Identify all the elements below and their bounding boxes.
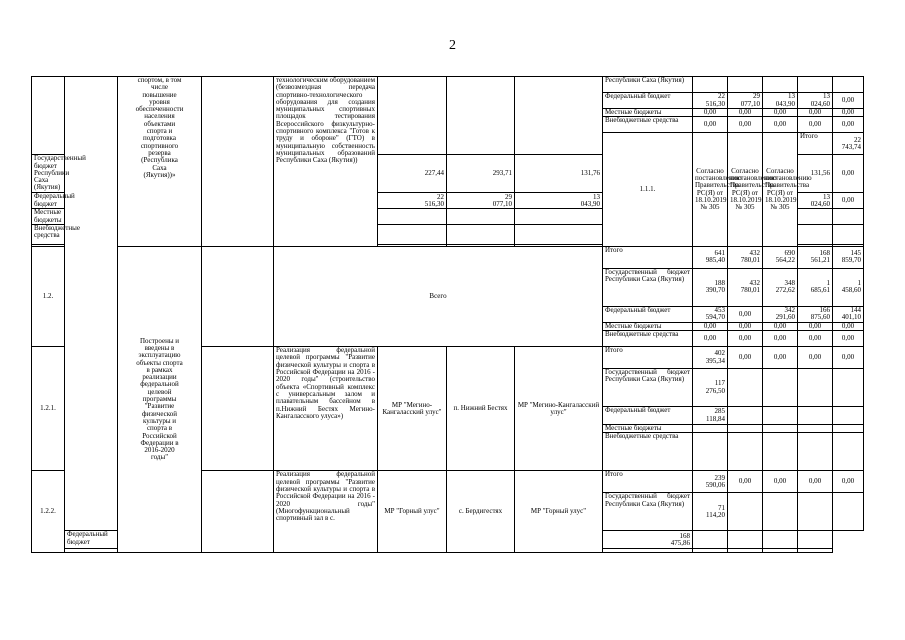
cell-1-1-1-c6: Согласно постановлению Правительства РС(Я) от 18.10.2019 № 305 (728, 133, 763, 247)
val-12-mest-2: 0,00 (728, 322, 763, 330)
fin-label-gos: Государственный бюджет Республики Саха (Якутия) (32, 155, 65, 193)
page-number: 2 (449, 38, 456, 53)
val-122-itogo-4: 0,00 (798, 471, 833, 493)
val-top-fed-4: 13 024,60 (798, 93, 833, 109)
val-121-itogo-2: 0,00 (728, 347, 763, 369)
cell-1-2-2-c5: МР "Горный улус" (378, 471, 447, 553)
val-121-itogo-4: 0,00 (798, 347, 833, 369)
fin-label-gos-cont: Республики Саха (Якутия) (603, 77, 693, 93)
val-122-itogo-1: 239 590,06 (693, 471, 728, 493)
fin-label-vne: Внебюджетные средства (603, 433, 693, 471)
fin-label-mest: Местные бюджеты (32, 209, 65, 225)
val-12-mest-4: 0,00 (798, 322, 833, 330)
val-111-vne-3 (515, 224, 603, 244)
val-12-gos-5: 1 458,60 (833, 268, 864, 306)
val-12-mest-1: 0,00 (693, 322, 728, 330)
cell-col4-blank (202, 77, 274, 247)
cell-id-top (32, 77, 65, 155)
cell-blank-5 (378, 77, 447, 155)
val-top-fed-1: 22 516,30 (693, 93, 728, 109)
row-id-1-2-1: 1.2.1. (32, 347, 65, 471)
val-12-itogo-2: 432 780,01 (728, 246, 763, 268)
fin-label-fed: Федеральный бюджет (32, 193, 65, 209)
val-12-itogo-5: 145 859,70 (833, 246, 864, 268)
val-111-itogo-1: 22 743,74 (833, 133, 864, 155)
val-12-mest-5: 0,00 (833, 322, 864, 330)
val-12-fed-3: 342 291,60 (763, 306, 798, 322)
val-top-gos-5 (833, 77, 864, 93)
val-111-mest-4 (798, 209, 833, 225)
val-top-mest-1: 0,00 (693, 109, 728, 117)
val-top-gos-1 (693, 77, 728, 93)
val-111-gos-3: 131,76 (515, 155, 603, 193)
val-12-mest-3: 0,00 (763, 322, 798, 330)
fin-label-itogo: Итого (603, 246, 693, 268)
val-top-gos-4 (798, 77, 833, 93)
row-id-1-1-1: 1.1.1. (603, 133, 693, 247)
val-12-fed-2: 0,00 (728, 306, 763, 322)
val-111-gos-2: 293,71 (447, 155, 515, 193)
fin-label-vne: Внебюджетные средства (32, 224, 65, 244)
val-12-vne-5: 0,00 (833, 331, 864, 347)
cell-1-2-1-c6: п. Нижний Бестях (447, 347, 515, 471)
val-111-gos-1: 227,44 (378, 155, 447, 193)
val-111-mest-2 (447, 209, 515, 225)
fin-label-gos: Государственный бюджет Республики Саха (Якутия) (603, 369, 693, 407)
val-111-vne-1 (378, 224, 447, 244)
fin-label-fed: Федеральный бюджет (603, 93, 693, 109)
cell-goal-text: спортом, в том числе повышение уровня обеспеченности населения объектами спорта и подготовка спортивного резерва (Республика Саха (Якутия))» (118, 77, 202, 247)
cell-1-2-c4 (202, 246, 274, 346)
val-12-itogo-4: 168 561,21 (798, 246, 833, 268)
cell-1-1-1-c7: Согласно постановлению Правительства РС(Я) от 18.10.2019 № 305 (763, 133, 798, 247)
cell-activity-1-1-1: технологическим оборудованием (безвозмездная передача спортивно-технологического оборудования для создания муниципальных спортивных площадок тестирования Всероссийского физкультурно-спортивного комплекса "Готов к труду и обороне" (ГТО) в муниципальную собственность муниципальных образований Республики Саха (Якутия)) (274, 77, 378, 247)
val-12-vne-3: 0,00 (763, 331, 798, 347)
val-111-vne-4 (798, 224, 833, 244)
fin-label-mest: Местные бюджеты (603, 109, 693, 117)
budget-table (31, 76, 864, 553)
val-121-itogo-5: 0,00 (833, 347, 864, 369)
cell-1-2-2-c6: с. Бердигестях (447, 471, 515, 553)
val-12-fed-1: 453 594,70 (693, 306, 728, 322)
fin-label-itogo: Итого (603, 471, 693, 493)
val-top-fed-3: 13 043,90 (763, 93, 798, 109)
val-111-fed-3: 13 043,90 (515, 193, 603, 209)
fin-label-mest: Местные бюджеты (603, 425, 693, 433)
val-111-gos-4: 131,56 (798, 155, 833, 193)
val-12-itogo-1: 641 985,40 (693, 246, 728, 268)
val-111-fed-1: 22 516,30 (378, 193, 447, 209)
val-12-gos-2: 432 780,01 (728, 268, 763, 306)
fin-label-vne: Внебюджетные средства (603, 117, 693, 133)
fin-label-mest: Местные бюджеты (603, 322, 693, 330)
val-122-gos-1: 71 114,20 (693, 493, 728, 531)
val-top-vne-5: 0,00 (833, 117, 864, 133)
cell-blank-6 (447, 77, 515, 155)
val-12-gos-1: 188 390,70 (693, 268, 728, 306)
cell-1-2-2-c7: МР "Горный улус" (515, 471, 603, 553)
val-top-gos-3 (763, 77, 798, 93)
val-122-itogo-5: 0,00 (833, 471, 864, 493)
fin-label-fed: Федеральный бюджет (65, 531, 118, 549)
val-121-fed-1: 285 118,84 (693, 407, 728, 425)
val-12-gos-3: 348 272,62 (763, 268, 798, 306)
val-top-vne-4: 0,00 (798, 117, 833, 133)
val-top-gos-2 (728, 77, 763, 93)
val-122-fed-1: 168 475,86 (603, 531, 693, 549)
val-top-mest-4: 0,00 (798, 109, 833, 117)
cell-1-2-1-c4 (202, 347, 274, 471)
cell-1-2-1-c5: МР "Мегино-Кангаласский улус" (378, 347, 447, 471)
val-121-gos-1: 117 276,50 (693, 369, 728, 407)
cell-1-2-2-c4 (202, 471, 274, 553)
val-111-fed-5: 0,00 (833, 193, 864, 209)
fin-label-vne: Внебюджетные средства (603, 331, 693, 347)
val-122-itogo-2: 0,00 (728, 471, 763, 493)
val-12-vne-4: 0,00 (798, 331, 833, 347)
fin-label-fed: Федеральный бюджет (603, 306, 693, 322)
val-122-itogo-3: 0,00 (763, 471, 798, 493)
val-12-gos-4: 1 685,61 (798, 268, 833, 306)
val-top-fed-2: 29 077,10 (728, 93, 763, 109)
cell-activity-1-2-2: Реализация федеральной целевой программы "Развитие физической культуры и спорта в Российской Федерации на 2016 - 2020 годы" (Многофункциональный спортивный зал в с. (274, 471, 378, 553)
val-111-fed-4: 13 024,60 (798, 193, 833, 209)
row-id-1-2-2: 1.2.2. (32, 471, 65, 553)
cell-blank-7 (515, 77, 603, 155)
val-top-vne-2: 0,00 (728, 117, 763, 133)
val-12-itogo-3: 690 564,22 (763, 246, 798, 268)
cell-1-2-total: Всего (274, 246, 603, 346)
val-12-fed-4: 166 875,60 (798, 306, 833, 322)
val-111-gos-5: 0,00 (833, 155, 864, 193)
val-12-vne-2: 0,00 (728, 331, 763, 347)
cell-1-2-1-c7: МР "Мегино-Кангаласский улус" (515, 347, 603, 471)
fin-label-gos: Государственный бюджет Республики Саха (Якутия) (603, 493, 693, 531)
val-top-mest-5: 0,00 (833, 109, 864, 117)
val-top-mest-2: 0,00 (728, 109, 763, 117)
val-111-vne-2 (447, 224, 515, 244)
cell-result-text: Построены и введены в эксплуатацию объекты спорта в рамках реализации федеральной целевой программы "Развитие физической культуры и спорта в Российской Федерации в 2016-2020 годы" (118, 246, 202, 553)
fin-label-gos: Государственный бюджет Республики Саха (Якутия) (603, 268, 693, 306)
val-12-fed-5: 144 401,10 (833, 306, 864, 322)
val-111-mest-1 (378, 209, 447, 225)
row-id-1-2: 1.2. (32, 246, 65, 346)
val-top-vne-3: 0,00 (763, 117, 798, 133)
cell-activity-1-2-1: Реализация федеральной целевой программы "Развитие физической культуры и спорта в Российской Федерации на 2016 - 2020 годы" (строительство объекта «Спортивный комплекс с универсальным залом и плавательным бассейном в п.Нижний Бестях Мегино-Кангаласского улуса») (274, 347, 378, 471)
val-111-vne-5 (833, 224, 864, 244)
val-12-vne-1: 0,00 (693, 331, 728, 347)
val-top-fed-5: 0,00 (833, 93, 864, 109)
fin-label-fed: Федеральный бюджет (603, 407, 693, 425)
cell-1-1-1-c5: Согласно постановлению Правительства РС(Я) от 18.10.2019 № 305 (693, 133, 728, 247)
val-top-vne-1: 0,00 (693, 117, 728, 133)
val-121-itogo-3: 0,00 (763, 347, 798, 369)
cell-col2 (65, 77, 118, 531)
val-111-fed-2: 29 077,10 (447, 193, 515, 209)
val-111-mest-5 (833, 209, 864, 225)
val-111-mest-3 (515, 209, 603, 225)
val-top-mest-3: 0,00 (763, 109, 798, 117)
fin-label-itogo: Итого (603, 347, 693, 369)
fin-label-itogo: Итого (798, 133, 833, 155)
val-121-itogo-1: 402 395,34 (693, 347, 728, 369)
